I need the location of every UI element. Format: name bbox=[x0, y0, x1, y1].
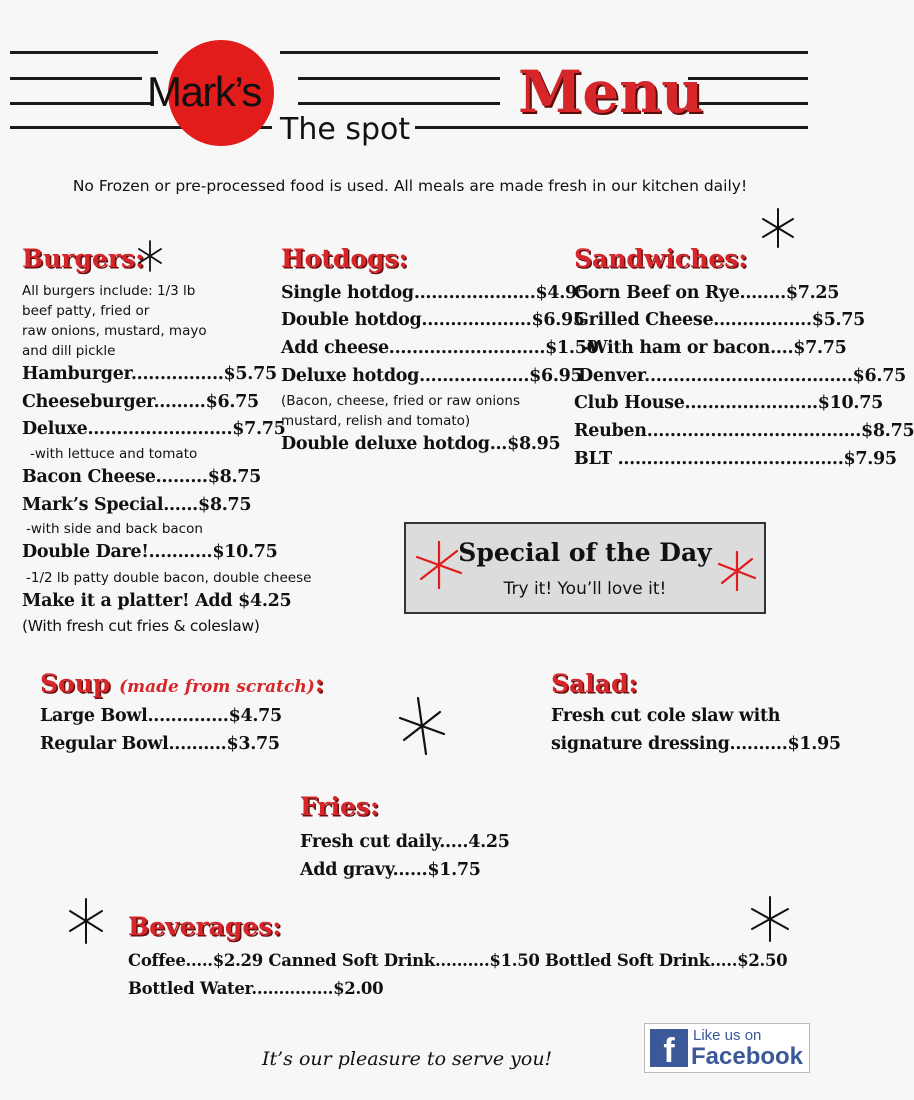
special-subtitle: Try it! You’ll love it! bbox=[503, 579, 667, 599]
menu-item-regular-bowl: Regular Bowl..........$3.75 bbox=[40, 734, 280, 754]
header-rule bbox=[280, 51, 808, 54]
red-sparkle-star-icon bbox=[716, 550, 758, 592]
sparkle-star-icon bbox=[68, 898, 104, 944]
soup-heading-note: (made from scratch) bbox=[119, 677, 315, 697]
menu-item-deluxe-hotdog: Deluxe hotdog...................$6.95 bbox=[281, 366, 583, 386]
sparkle-star-icon bbox=[750, 896, 790, 942]
header-rule bbox=[688, 77, 808, 80]
menu-item-fresh-fries: Fresh cut daily.....4.25 bbox=[300, 832, 510, 852]
sandwiches-heading: Sandwiches: bbox=[574, 244, 748, 273]
platter-note: (With fresh cut fries & coleslaw) bbox=[22, 617, 260, 635]
header-rule bbox=[688, 102, 808, 105]
menu-item-double-deluxe-hotdog: Double deluxe hotdog...$8.95 bbox=[281, 434, 561, 454]
burgers-heading: Burgers: bbox=[22, 244, 145, 273]
menu-item-bacon-cheese: Bacon Cheese.........$8.75 bbox=[22, 467, 262, 487]
menu-item-add-cheese: Add cheese...........................$1.50 bbox=[281, 338, 599, 358]
hotdogs-heading: Hotdogs: bbox=[281, 244, 408, 273]
footer-message: It’s our pleasure to serve you! bbox=[262, 1048, 553, 1070]
burgers-intro-line: raw onions, mustard, mayo bbox=[22, 323, 207, 339]
beverages-line: Coffee.....$2.29 Canned Soft Drink..........$1.50 Bottled Soft Drink.....$2.50 bbox=[128, 951, 788, 970]
fries-heading: Fries: bbox=[300, 792, 380, 821]
deluxe-burger-note: -with lettuce and tomato bbox=[30, 446, 198, 462]
menu-item-add-gravy: Add gravy......$1.75 bbox=[300, 860, 481, 880]
fresh-food-tagline: No Frozen or pre-processed food is used. All meals are made fresh in our kitchen daily! bbox=[72, 177, 748, 195]
facebook-name: Facebook bbox=[691, 1043, 804, 1070]
menu-item-club-house: Club House.......................$10.75 bbox=[574, 393, 883, 413]
burgers-intro-line: beef patty, fried or bbox=[22, 303, 150, 319]
facebook-f-icon: f bbox=[650, 1029, 688, 1067]
menu-item-bottled-water: Bottled Water...............$2.00 bbox=[128, 979, 384, 998]
deluxe-hotdog-note: (Bacon, cheese, fried or raw onions bbox=[281, 393, 521, 409]
brand-name: Mark’s bbox=[147, 68, 261, 115]
facebook-like-text: Like us on bbox=[693, 1027, 762, 1044]
facebook-like-badge[interactable] bbox=[644, 1023, 810, 1073]
menu-item-ham-bacon: -With ham or bacon....$7.75 bbox=[582, 338, 847, 358]
header-rule bbox=[298, 77, 500, 80]
menu-item-large-bowl: Large Bowl..............$4.75 bbox=[40, 706, 282, 726]
double-dare-note: -1/2 lb patty double bacon, double cheese bbox=[26, 570, 312, 586]
menu-item-corn-beef: Corn Beef on Rye........$7.25 bbox=[574, 283, 840, 303]
soup-heading-text: Soup bbox=[40, 669, 111, 698]
platter-offer: Make it a platter! Add $4.25 bbox=[22, 591, 292, 611]
sparkle-star-icon bbox=[398, 696, 446, 756]
sparkle-star-icon bbox=[136, 240, 164, 272]
burgers-intro-line: and dill pickle bbox=[22, 343, 116, 359]
marks-special-note: -with side and back bacon bbox=[26, 521, 203, 537]
menu-item-cheeseburger: Cheeseburger.........$6.75 bbox=[22, 392, 259, 412]
menu-item-marks-special: Mark’s Special......$8.75 bbox=[22, 495, 252, 515]
menu-item-grilled-cheese: Grilled Cheese.................$5.75 bbox=[574, 310, 866, 330]
header-rule bbox=[415, 126, 808, 129]
header-rule bbox=[10, 102, 152, 105]
menu-title: Menu bbox=[518, 58, 704, 126]
menu-item-reuben: Reuben.....................................$8.75 bbox=[574, 421, 914, 441]
soup-heading bbox=[40, 669, 324, 698]
menu-item-double-hotdog: Double hotdog...................$6.95 bbox=[281, 310, 585, 330]
header-rule bbox=[10, 51, 158, 54]
menu-item-denver: Denver....................................$6.75 bbox=[578, 366, 906, 386]
menu-item-blt: BLT .......................................$7.95 bbox=[574, 449, 897, 469]
menu-item-cole-slaw: signature dressing..........$1.95 bbox=[551, 734, 841, 754]
menu-item-deluxe-burger: Deluxe.........................$7.75 bbox=[22, 419, 286, 439]
header-rule bbox=[10, 77, 142, 80]
sparkle-star-icon bbox=[760, 208, 796, 248]
brand-tagline: The spot bbox=[280, 112, 411, 147]
header-rule bbox=[298, 102, 500, 105]
red-sparkle-star-icon bbox=[414, 540, 464, 590]
special-title: Special of the Day bbox=[458, 538, 712, 567]
menu-item-single-hotdog: Single hotdog.....................$4.95 bbox=[281, 283, 589, 303]
salad-heading: Salad: bbox=[551, 669, 638, 698]
burgers-intro-line: All burgers include: 1/3 lb bbox=[22, 283, 196, 299]
salad-description: Fresh cut cole slaw with bbox=[551, 706, 781, 726]
soup-heading-colon: : bbox=[314, 669, 325, 698]
beverages-heading: Beverages: bbox=[128, 912, 282, 941]
menu-item-double-dare: Double Dare!...........$10.75 bbox=[22, 542, 278, 562]
menu-item-hamburger: Hamburger................$5.75 bbox=[22, 364, 277, 384]
deluxe-hotdog-note: mustard, relish and tomato) bbox=[281, 413, 471, 429]
